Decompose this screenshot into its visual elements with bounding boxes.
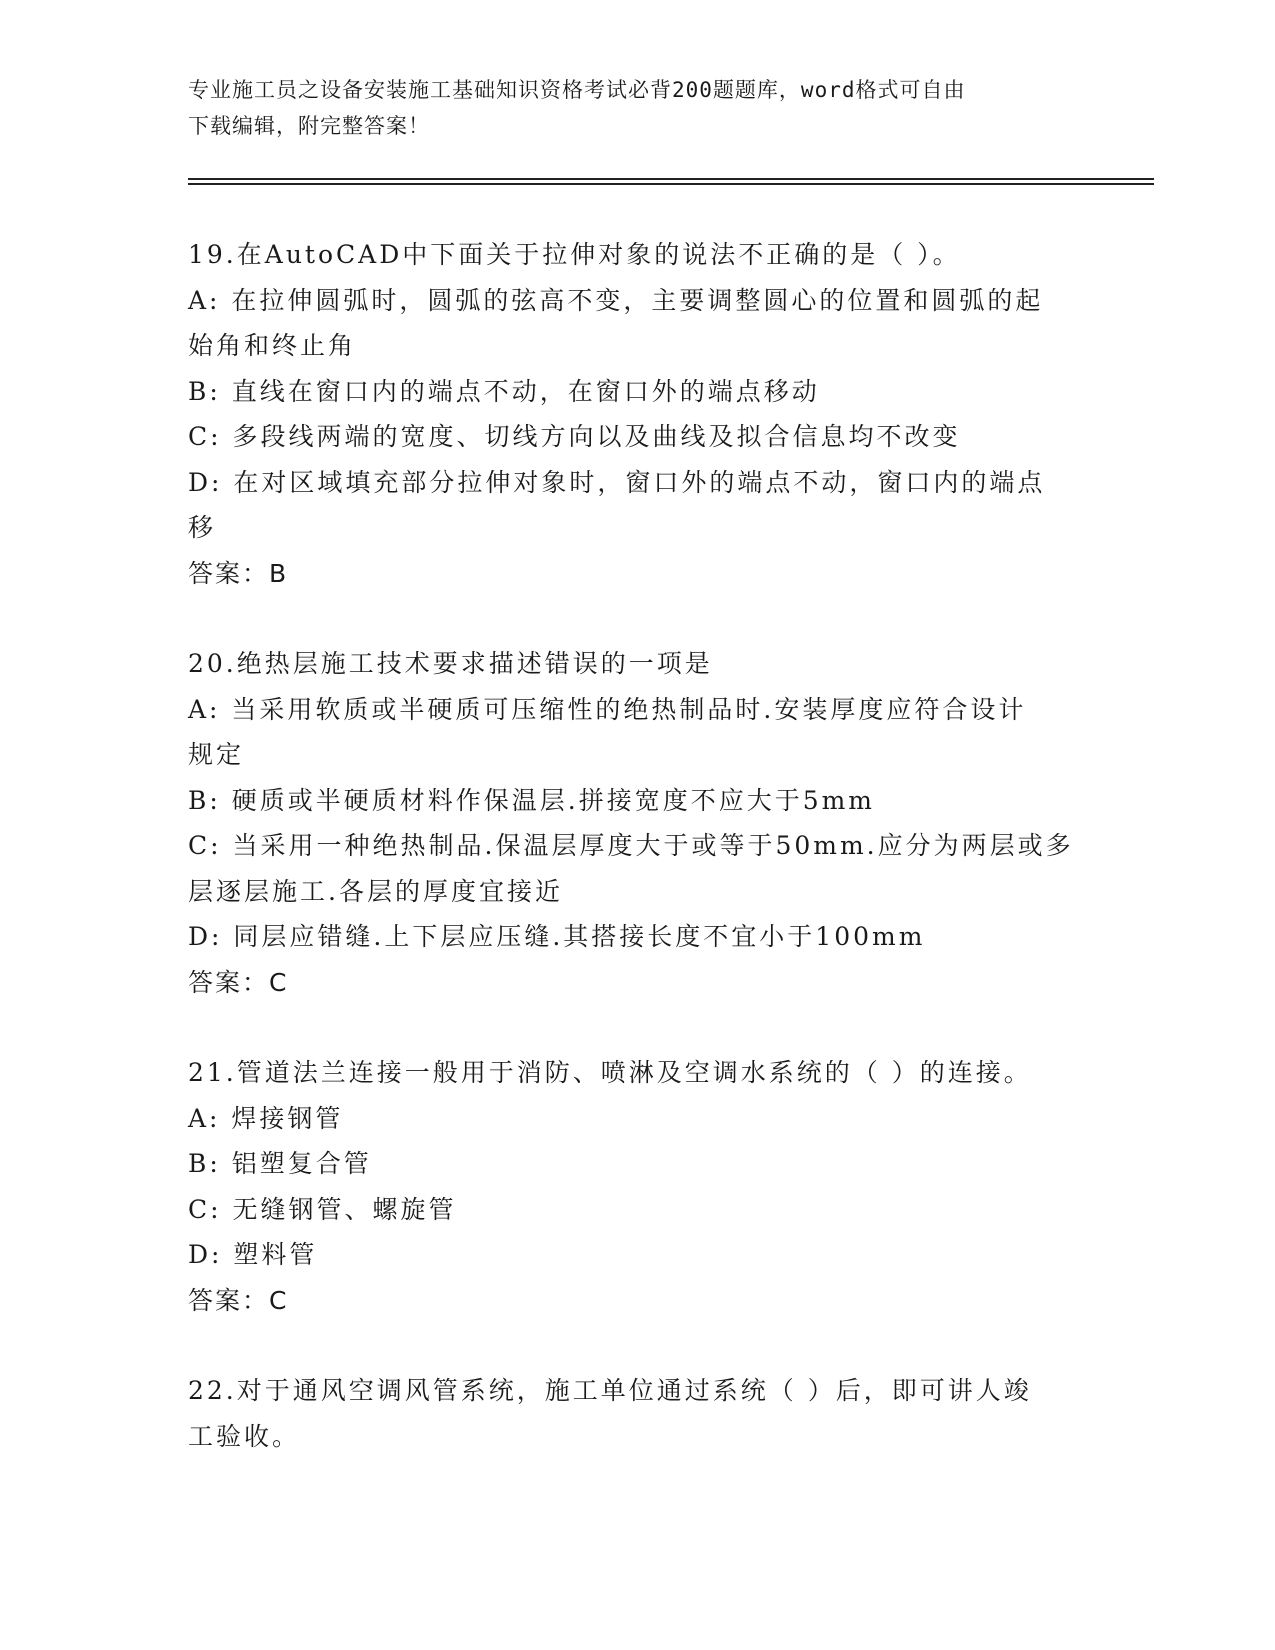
- option-c-continued: 层逐层施工.各层的厚度宜接近: [188, 876, 563, 906]
- question-stem-continued: 工验收。: [188, 1421, 301, 1451]
- option-a: A: 在拉伸圆弧时，圆弧的弦高不变，主要调整圆心的位置和圆弧的起: [188, 285, 1044, 315]
- question-22: [188, 1368, 1088, 1459]
- question-stem: 20.绝热层施工技术要求描述错误的一项是: [188, 649, 713, 678]
- option-d-continued: 移: [188, 513, 217, 542]
- question-spacer: [188, 596, 1088, 641]
- option-d: D: 塑料管: [188, 1240, 318, 1269]
- option-b: B: 硬质或半硬质材料作保温层.拼接宽度不应大于5mm: [188, 785, 876, 815]
- option-c: C: 当采用一种绝热制品.保温层厚度大于或等于50mm.应分为两层或多: [188, 831, 1074, 860]
- option-b: B: 铝塑复合管: [188, 1149, 372, 1178]
- document-header: [188, 72, 1088, 144]
- option-c: C: 无缝钢管、螺旋管: [188, 1194, 457, 1224]
- question-spacer: [188, 1005, 1088, 1050]
- header-line-1: 专业施工员之设备安装施工基础知识资格考试必背200题题库，word格式可自由: [188, 78, 966, 102]
- question-19: [188, 232, 1088, 596]
- question-list: [188, 232, 1088, 1459]
- option-c: C: 多段线两端的宽度、切线方向以及曲线及拟合信息均不改变: [188, 422, 961, 451]
- option-a-continued: 规定: [188, 740, 245, 769]
- option-d: D: 在对区域填充部分拉伸对象时，窗口外的端点不动，窗口内的端点: [188, 467, 1046, 497]
- question-stem: 22.对于通风空调风管系统，施工单位通过系统（ ）后，即可讲人竣: [188, 1376, 1032, 1405]
- option-b: B: 直线在窗口内的端点不动，在窗口外的端点移动: [188, 376, 820, 406]
- option-a-continued: 始角和终止角: [188, 331, 357, 360]
- answer: 答案：C: [188, 967, 289, 997]
- question-spacer: [188, 1323, 1088, 1368]
- option-d: D: 同层应错缝.上下层应压缝.其搭接长度不宜小于100mm: [188, 922, 926, 951]
- header-line-2: 下载编辑，附完整答案！: [188, 114, 430, 138]
- header-divider-top: [188, 178, 1154, 180]
- question-stem: 19.在AutoCAD中下面关于拉伸对象的说法不正确的是（ ）。: [188, 240, 961, 269]
- header-divider-bottom: [188, 183, 1154, 185]
- question-21: [188, 1050, 1088, 1323]
- option-a: A: 焊接钢管: [188, 1103, 344, 1133]
- answer: 答案：B: [188, 558, 289, 588]
- question-20: [188, 641, 1088, 1005]
- question-stem: 21.管道法兰连接一般用于消防、喷淋及空调水系统的（ ）的连接。: [188, 1058, 1032, 1087]
- answer: 答案：C: [188, 1285, 289, 1315]
- option-a: A: 当采用软质或半硬质可压缩性的绝热制品时.安装厚度应符合设计: [188, 694, 1027, 724]
